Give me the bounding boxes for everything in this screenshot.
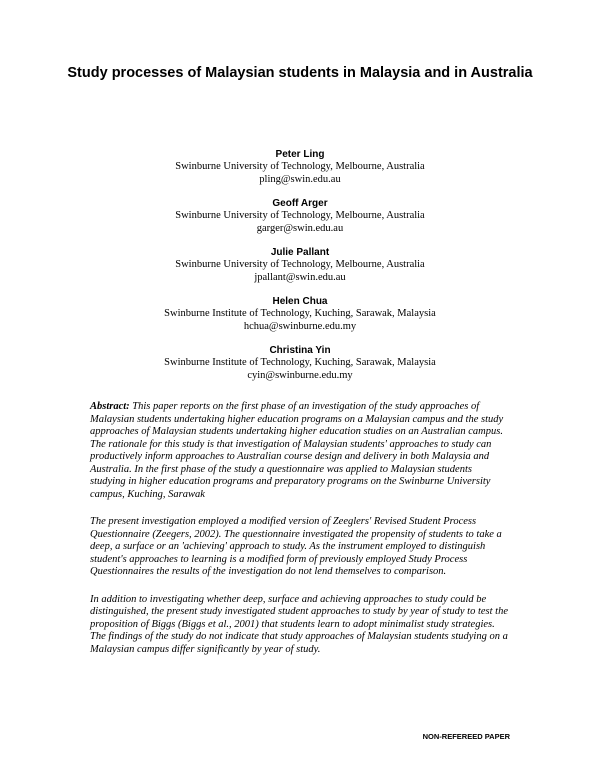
abstract-paragraph: The present investigation employed a modified version of Zeeglers' Revised Student Process Questionnaire (Zeegers, 2002). The questionnaire investigated the propensity of students to take a deep, a surface or an 'achieving' approach to study. As the instrument employed to distinguish student's approaches to learning is a modified form of previously employed Study Process Questionnaires the results of the investigation do not lend themselves to comparison. bbox=[90, 516, 502, 577]
author-block bbox=[100, 344, 500, 382]
author-name: Peter Ling bbox=[275, 149, 325, 160]
abstract-paragraph: In addition to investigating whether deep, surface and achieving approaches to study could be distinguished, the present study investigated student approaches to study by year of study to test the proposition of Biggs (Biggs et al., 2001) that students learn to adopt minimalist study strategies. The findings of the study do not indicate that study approaches of Malaysian students studying on a Malaysian campus differ significantly by year of study. bbox=[90, 593, 508, 655]
author-name: Helen Chua bbox=[272, 296, 328, 307]
author-affiliation: Swinburne Institute of Technology, Kuching, Sarawak, Malaysia bbox=[164, 357, 436, 368]
author-affiliation: Swinburne University of Technology, Melbourne, Australia bbox=[175, 210, 425, 221]
author-email: cyin@swinburne.edu.my bbox=[247, 369, 353, 381]
abstract bbox=[90, 401, 510, 671]
author-name: Julie Pallant bbox=[270, 247, 330, 258]
author-email: hchua@swinburne.edu.my bbox=[243, 320, 357, 332]
author-email: pling@swin.edu.au bbox=[259, 173, 341, 185]
author-list bbox=[100, 148, 500, 393]
author-email: garger@swin.edu.au bbox=[256, 222, 344, 234]
author-name: Geoff Arger bbox=[272, 198, 328, 209]
paper-title: Study processes of Malaysian students in Malaysia and in Australia bbox=[67, 65, 533, 81]
author-block bbox=[100, 295, 500, 333]
author-name: Christina Yin bbox=[269, 345, 331, 356]
abstract-paragraph bbox=[90, 401, 510, 501]
author-block bbox=[100, 246, 500, 284]
abstract-label: Abstract: bbox=[90, 401, 130, 412]
paper-type-label: NON-REFEREED PAPER bbox=[422, 732, 510, 741]
author-block bbox=[100, 148, 500, 186]
abstract-text: This paper reports on the first phase of an investigation of the study approaches of Malaysian students undertaking higher education programs on a Malaysian campus and the study approaches of Malaysian students undertaking higher education studies on an Australian campus. The rationale for this study is that investigation of Malaysian students' approaches to study can productively inform approaches to Australian course design and delivery in both Malaysia and Australia. In the first phase of the study a questionnaire was applied to Malaysian students studying in higher education programs and preparatory programs on the Swinburne University campus, Kuching, Sarawak bbox=[90, 401, 504, 500]
author-email: jpallant@swin.edu.au bbox=[254, 271, 346, 283]
author-block bbox=[100, 197, 500, 235]
author-affiliation: Swinburne Institute of Technology, Kuching, Sarawak, Malaysia bbox=[164, 308, 436, 319]
author-affiliation: Swinburne University of Technology, Melbourne, Australia bbox=[175, 259, 425, 270]
author-affiliation: Swinburne University of Technology, Melbourne, Australia bbox=[175, 161, 425, 172]
